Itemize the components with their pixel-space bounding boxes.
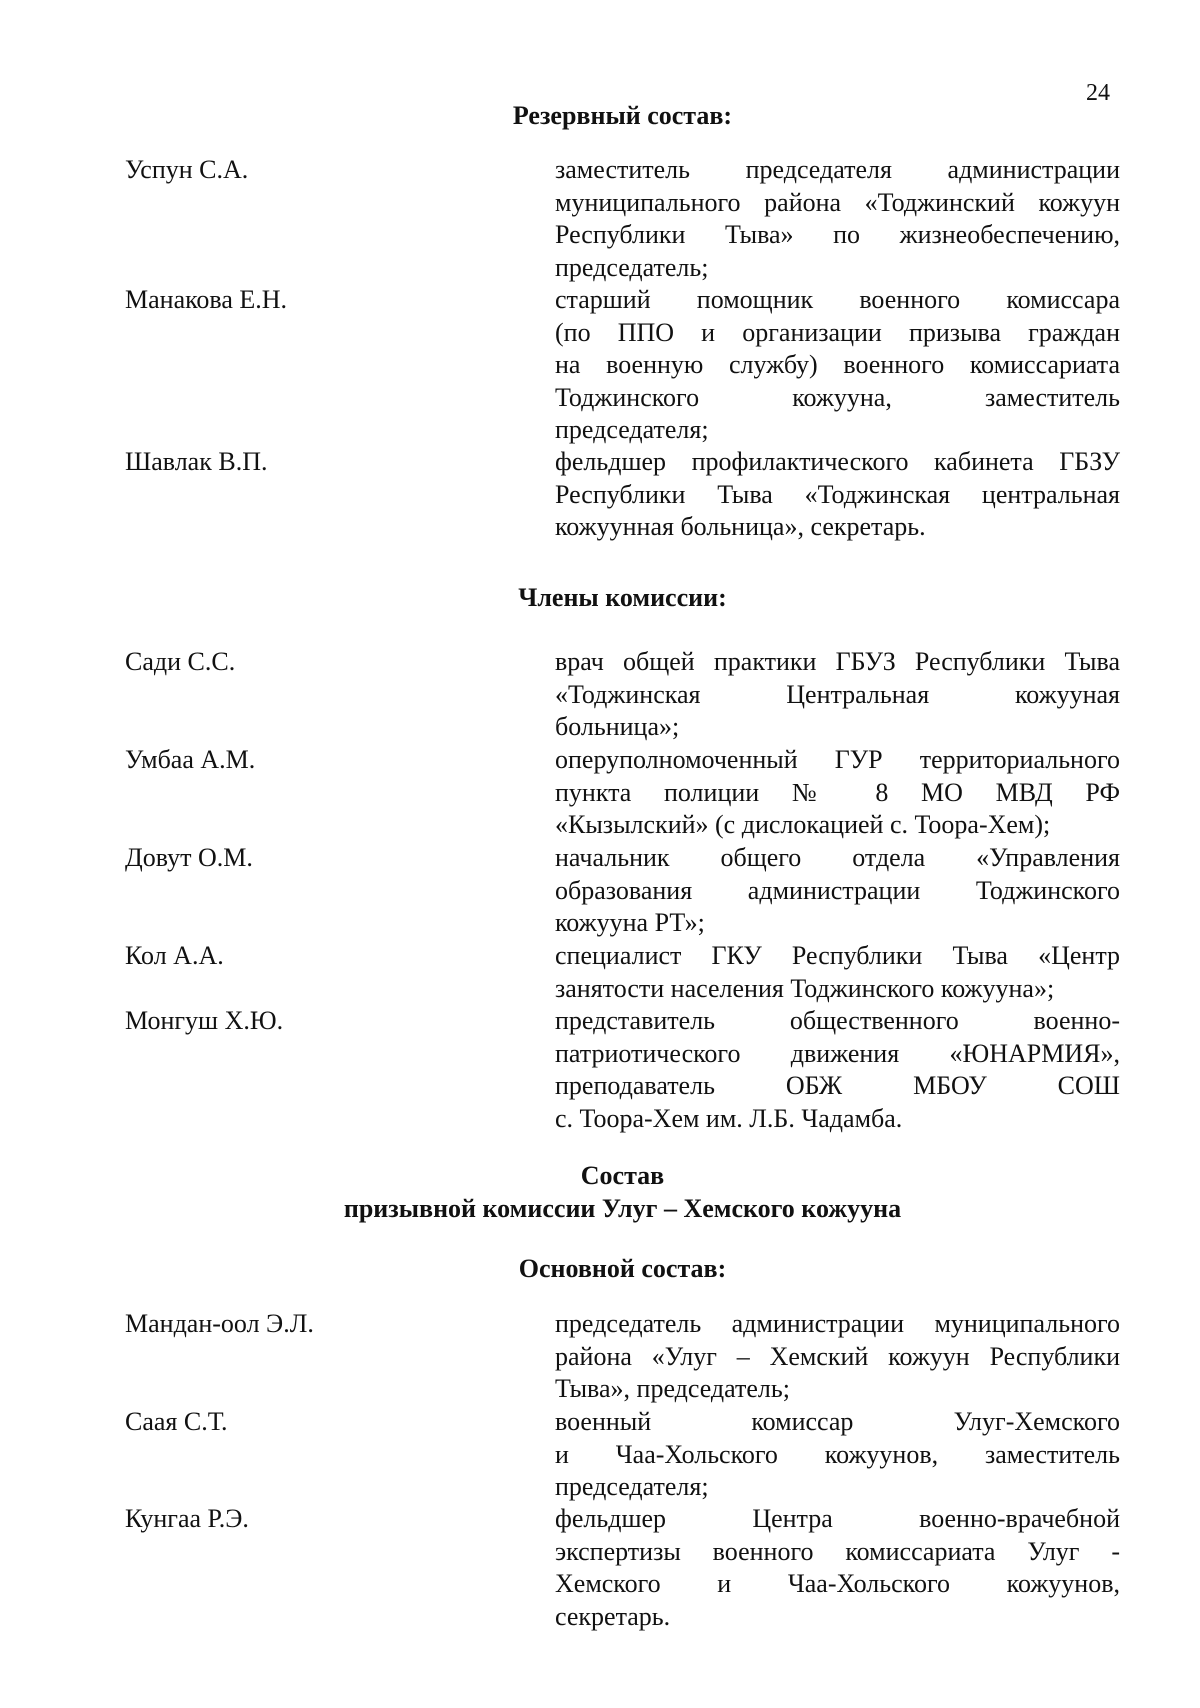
member-role <box>555 842 1120 940</box>
member-name: Кунгаа Р.Э. <box>125 1504 249 1533</box>
role-line: специалист ГКУ Республики Тыва «Центр <box>555 941 1120 970</box>
role-line: начальник общего отдела «Управления <box>555 843 1120 872</box>
role-line: Республики Тыва» по жизнеобеспечению, <box>555 220 1120 249</box>
role-line: Тоджинского кожууна, заместитель <box>555 382 1120 412</box>
role-line: фельдшер Центра военно-врачебной <box>555 1504 1120 1533</box>
member-role <box>555 446 1120 544</box>
role-line: муниципального района «Тоджинский кожуун <box>555 187 1120 217</box>
role-line: на военную службу) военного комиссариата <box>555 350 1120 379</box>
member-name: Кол А.А. <box>125 941 224 970</box>
role-line: пункта полиции № 8 МО МВД РФ <box>555 777 1120 807</box>
role-line: с. Тоора-Хем им. Л.Б. Чадамба. <box>555 1103 903 1133</box>
role-line: старший помощник военного комиссара <box>555 285 1120 314</box>
member-name: Умбаа А.М. <box>125 745 256 774</box>
member-role <box>555 1005 1120 1135</box>
member-name: Мандан-оол Э.Л. <box>125 1309 314 1338</box>
member-name: Манакова Е.Н. <box>125 285 288 314</box>
role-line: кожуунная больница», секретарь. <box>555 512 926 541</box>
section-heading-main: Основной состав: <box>518 1254 727 1283</box>
role-line: председатель; <box>555 252 709 282</box>
role-line: председателя; <box>555 1472 709 1501</box>
member-role <box>555 154 1120 284</box>
member-role <box>555 646 1120 744</box>
role-line: председатель администрации муниципального <box>555 1309 1120 1338</box>
role-line: Республики Тыва «Тоджинская центральная <box>555 479 1120 509</box>
role-line: военный комиссар Улуг-Хемского <box>555 1407 1120 1436</box>
role-line: больница»; <box>555 712 680 741</box>
member-role <box>555 1308 1120 1406</box>
member-role <box>555 744 1120 842</box>
role-line: кожууна РТ»; <box>555 908 705 937</box>
role-line: Тыва», председатель; <box>555 1374 790 1403</box>
role-line: преподаватель ОБЖ МБОУ СОШ <box>555 1071 1120 1100</box>
page-number: 24 <box>1086 80 1110 106</box>
commission-title: призывной комиссии Улуг – Хемского кожууна <box>343 1194 902 1223</box>
role-line: оперуполномоченный ГУР территориального <box>555 745 1120 774</box>
section-heading-reserve: Резервный состав: <box>512 101 733 130</box>
role-line: заместитель председателя администрации <box>555 155 1120 184</box>
role-line: патриотического движения «ЮНАРМИЯ», <box>555 1038 1120 1068</box>
role-line: образования администрации Тоджинского <box>555 875 1120 905</box>
role-line: экспертизы военного комиссариата Улуг - <box>555 1536 1120 1566</box>
member-role <box>555 284 1120 447</box>
role-line: (по ППО и организации призыва граждан <box>555 317 1120 347</box>
member-role <box>555 940 1120 1005</box>
member-name: Шавлак В.П. <box>125 447 268 476</box>
role-line: врач общей практики ГБУЗ Республики Тыва <box>555 647 1120 676</box>
role-line: представитель общественного военно- <box>555 1006 1120 1035</box>
role-line: занятости населения Тоджинского кожууна»; <box>555 973 1055 1003</box>
member-name: Сади С.С. <box>125 647 236 676</box>
role-line: фельдшер профилактического кабинета ГБЗУ <box>555 447 1120 476</box>
role-line: Хемского и Чаа-Хольского кожуунов, <box>555 1569 1120 1598</box>
role-line: района «Улуг – Хемский кожуун Республики <box>555 1341 1120 1371</box>
member-role <box>555 1406 1120 1504</box>
member-name: Успун С.А. <box>125 155 249 184</box>
member-name: Саая С.Т. <box>125 1407 228 1436</box>
member-name: Довут О.М. <box>125 843 253 872</box>
member-role <box>555 1503 1120 1633</box>
role-line: «Тоджинская Центральная кожууная <box>555 679 1120 709</box>
role-line: «Кызылский» (с дислокацией с. Тоора-Хем); <box>555 810 1051 839</box>
role-line: председателя; <box>555 415 709 444</box>
member-name: Монгуш Х.Ю. <box>125 1006 284 1035</box>
role-line: и Чаа-Хольского кожуунов, заместитель <box>555 1439 1120 1469</box>
composition-title: Состав <box>580 1161 665 1190</box>
section-heading-members: Члены комиссии: <box>518 583 727 612</box>
role-line: секретарь. <box>555 1601 671 1631</box>
